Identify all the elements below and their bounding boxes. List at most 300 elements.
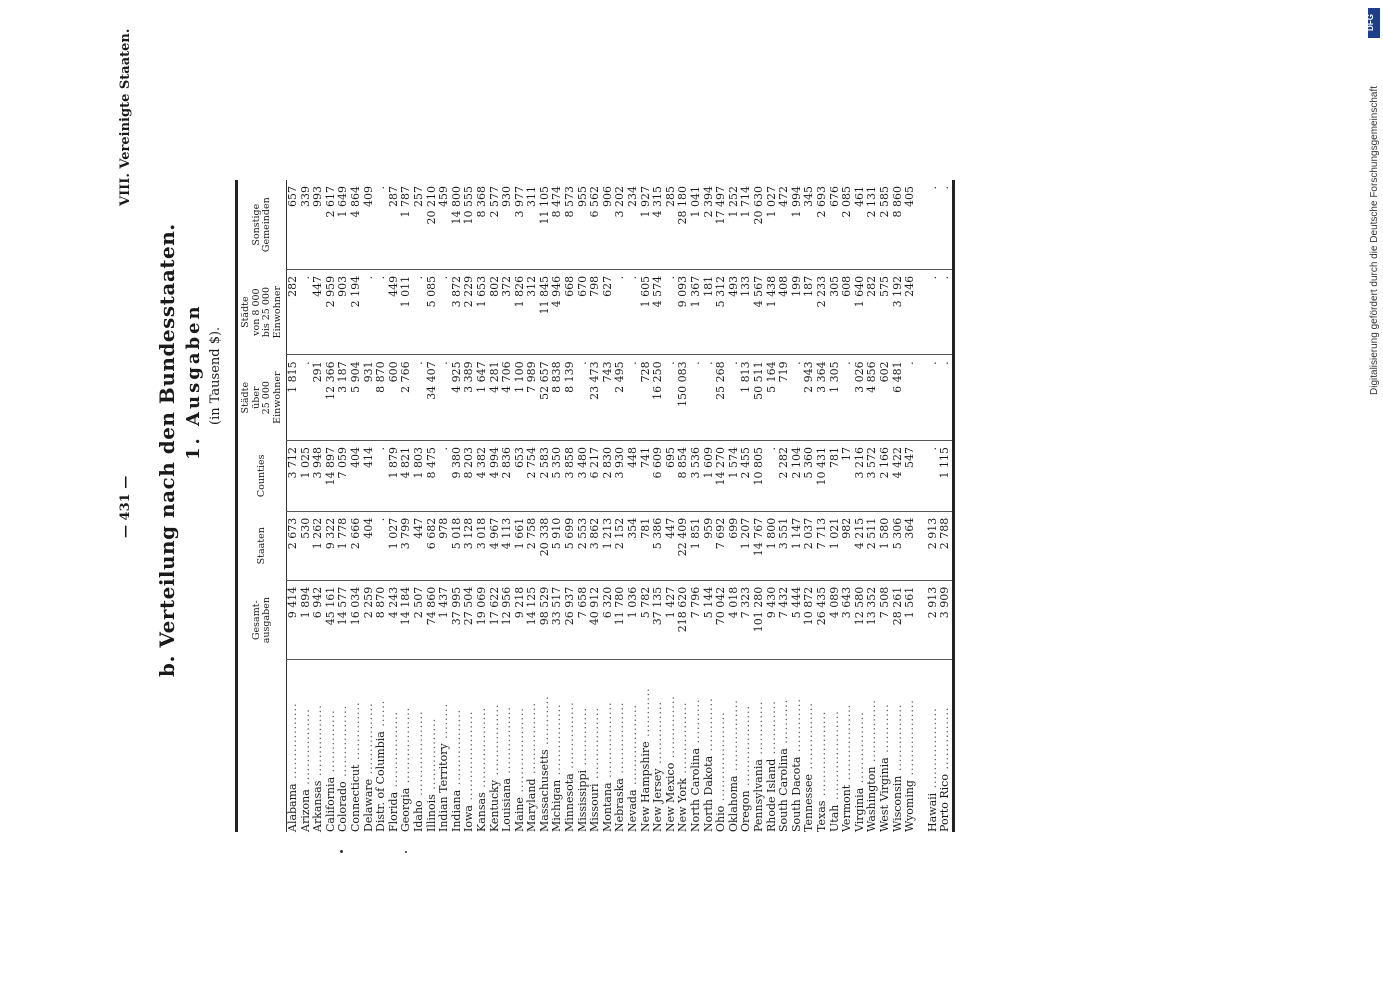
value-cell: 447 <box>312 269 325 355</box>
value-cell: 2 455 <box>740 440 753 511</box>
leader-dots: .............. <box>938 706 952 775</box>
value-cell: 291 <box>312 355 325 441</box>
value-cell: 547 <box>904 440 917 511</box>
value-cell: 6 609 <box>652 440 665 511</box>
value-cell: . <box>665 269 678 355</box>
leader-dots: ................... <box>814 710 828 801</box>
value-cell: . <box>627 269 640 355</box>
value-cell: 98 529 <box>539 580 552 660</box>
state-name: Distr. of Columbia ...... <box>374 699 388 832</box>
value-cell: 8 368 <box>476 180 489 269</box>
value-cell: 10 805 <box>753 440 766 511</box>
state-name: California .............. <box>323 709 337 832</box>
value-cell: 1 427 <box>665 580 678 660</box>
value-cell: 28 261 <box>892 580 905 660</box>
value-cell: 101 280 <box>753 580 766 660</box>
value-cell: 8 860 <box>892 180 905 269</box>
value-cell: 1 815 <box>287 355 300 441</box>
value-cell: . <box>614 269 627 355</box>
footer-text: Digitalisierung gefördert durch die Deutsche Forschungsgemeinschaft <box>1369 85 1380 395</box>
value-cell: 4 089 <box>829 580 842 660</box>
value-cell: 20 338 <box>539 511 552 580</box>
value-cell: 4 574 <box>652 269 665 355</box>
value-cell: 1 803 <box>413 440 426 511</box>
value-cell: 802 <box>489 269 502 355</box>
value-cell: 14 800 <box>451 180 464 269</box>
value-cell: 6 481 <box>892 355 905 441</box>
value-cell: 4 864 <box>350 180 363 269</box>
state-name: Texas ................... <box>814 710 828 832</box>
value-cell: 1 207 <box>740 511 753 580</box>
leader-dots: ................ <box>726 699 740 776</box>
scan-speck <box>340 850 343 853</box>
state-name: Louisiana ............... <box>500 706 514 832</box>
value-cell: 9 218 <box>514 580 527 660</box>
leader-dots: ................ <box>550 703 564 780</box>
value-cell: 627 <box>602 269 615 355</box>
value-cell: 26 435 <box>816 580 829 660</box>
value-cell: 181 <box>703 269 716 355</box>
value-cell: 676 <box>829 180 842 269</box>
state-name: Arizona ................. <box>298 708 312 832</box>
value-cell: 2 282 <box>778 440 791 511</box>
value-cell: 19 069 <box>476 580 489 660</box>
value-cell: 5 144 <box>703 580 716 660</box>
value-cell: 7 323 <box>740 580 753 660</box>
value-cell: 3 192 <box>892 269 905 355</box>
value-cell: 3 187 <box>337 355 350 441</box>
state-name: Pennsylvania ............ <box>751 700 765 832</box>
value-cell: 1 787 <box>400 180 413 269</box>
value-cell: 26 937 <box>564 580 577 660</box>
value-cell: 1 100 <box>514 355 527 441</box>
value-cell: 2 166 <box>879 440 892 511</box>
leader-dots: ............ <box>764 700 778 759</box>
value-cell: 2 229 <box>463 269 476 355</box>
value-cell: 345 <box>803 180 816 269</box>
value-cell: 33 517 <box>551 580 564 660</box>
value-cell: 7 692 <box>715 511 728 580</box>
value-cell: . <box>690 355 703 441</box>
value-cell: 3 572 <box>866 440 879 511</box>
state-name: New Mexico .............. <box>663 695 677 832</box>
state-name: South Carolina .......... <box>777 698 791 832</box>
leader-dots: ............... <box>500 706 514 779</box>
value-cell: 4 315 <box>652 180 665 269</box>
table-row <box>904 180 917 832</box>
value-cell: 5 386 <box>652 511 665 580</box>
scan-speck <box>405 851 407 853</box>
state-name: Connecticut ............. <box>348 701 362 832</box>
value-cell: . <box>300 269 313 355</box>
state-name: Nevada .................. <box>626 704 640 832</box>
state-name: New York ................ <box>676 701 690 832</box>
state-name: South Dacota ............ <box>789 698 803 832</box>
state-name: Wyoming ................. <box>903 699 917 832</box>
state-name: Indiana ................. <box>449 708 463 832</box>
value-cell: 27 504 <box>463 580 476 660</box>
value-cell: 8 203 <box>463 440 476 511</box>
value-cell: 10 872 <box>803 580 816 660</box>
value-cell: 741 <box>640 440 653 511</box>
value-cell: 14 897 <box>325 440 338 511</box>
chapter-label: VIII. Vereinigte Staaten. <box>118 28 133 206</box>
value-cell: 2 507 <box>413 580 426 660</box>
value-cell: 4 567 <box>753 269 766 355</box>
value-cell: 11 845 <box>539 269 552 355</box>
value-cell: 8 573 <box>564 180 577 269</box>
value-cell: 4 382 <box>476 440 489 511</box>
value-cell: 1 011 <box>400 269 413 355</box>
value-cell: . <box>438 269 451 355</box>
value-cell: 7 989 <box>526 355 539 441</box>
value-cell: 982 <box>841 511 854 580</box>
value-cell: 74 860 <box>426 580 439 660</box>
value-cell: . <box>413 355 426 441</box>
leader-dots: ................... <box>411 710 425 801</box>
value-cell: 6 682 <box>426 511 439 580</box>
value-cell: . <box>939 180 953 269</box>
leader-dots: .......... <box>689 698 702 748</box>
spacer-cell <box>917 269 927 355</box>
value-cell: 1 649 <box>337 180 350 269</box>
value-cell: 2 836 <box>501 440 514 511</box>
leader-dots: ........ <box>437 702 451 744</box>
value-cell: 5 085 <box>426 269 439 355</box>
value-cell: 2 577 <box>489 180 502 269</box>
value-cell: 449 <box>388 269 401 355</box>
value-cell: 14 125 <box>526 580 539 660</box>
value-cell: . <box>577 355 590 441</box>
value-cell: 414 <box>363 440 376 511</box>
value-cell: . <box>927 269 940 355</box>
value-cell: 2 259 <box>363 580 376 660</box>
value-cell: 409 <box>363 180 376 269</box>
state-name: Nebraska ................ <box>613 701 627 832</box>
value-cell: 1 851 <box>690 511 703 580</box>
state-name: Colorado ................ <box>336 704 350 832</box>
value-cell: 2 943 <box>803 355 816 441</box>
leader-dots: ............... <box>890 703 904 776</box>
leader-dots: ................ <box>336 704 350 782</box>
value-cell: 1 213 <box>602 511 615 580</box>
value-cell: 1 262 <box>312 511 325 580</box>
value-cell: 17 622 <box>489 580 502 660</box>
value-cell: 2 152 <box>614 511 627 580</box>
value-cell: 4 422 <box>892 440 905 511</box>
value-cell: 930 <box>501 180 514 269</box>
value-cell: 2 585 <box>879 180 892 269</box>
state-name: Florida ................. <box>386 710 400 832</box>
leader-dots: ................ <box>487 703 501 780</box>
value-cell: 246 <box>904 269 917 355</box>
value-cell: 3 536 <box>690 440 703 511</box>
expenditure-table <box>235 180 955 832</box>
value-cell: 1 580 <box>879 511 892 580</box>
value-cell: 9 430 <box>766 580 779 660</box>
value-cell: 282 <box>287 269 300 355</box>
value-cell: 1 894 <box>300 580 313 660</box>
leader-dots: ................. <box>840 703 854 785</box>
value-cell: 1 438 <box>766 269 779 355</box>
state-name: New Jersey .............. <box>651 700 665 832</box>
section-title: b. Verteilung nach den Bundesstaaten. <box>155 223 179 677</box>
leader-dots: .................. <box>626 704 640 790</box>
value-cell: 2 693 <box>816 180 829 269</box>
state-name: Idaho ................... <box>411 710 425 832</box>
state-name: Mississippi ............. <box>575 707 589 832</box>
leader-dots: .................... <box>714 711 728 806</box>
value-cell: 12 366 <box>325 355 338 441</box>
value-cell: 1 813 <box>740 355 753 441</box>
value-cell: 2 394 <box>703 180 716 269</box>
value-cell: 282 <box>866 269 879 355</box>
value-cell: 3 948 <box>312 440 325 511</box>
leader-dots: .............. <box>865 699 879 767</box>
value-cell: 1 252 <box>728 180 741 269</box>
leader-dots: ...... <box>374 699 388 732</box>
value-cell: 1 021 <box>829 511 842 580</box>
state-name: Massachusetts ........... <box>537 695 551 832</box>
value-cell: 3 872 <box>451 269 464 355</box>
value-cell: 5 699 <box>564 511 577 580</box>
value-cell: 1 714 <box>740 180 753 269</box>
value-cell: 150 083 <box>677 355 690 441</box>
value-cell: 653 <box>514 440 527 511</box>
header-total: Gesamt- ausgaben <box>250 597 272 644</box>
value-cell: 1 027 <box>388 511 401 580</box>
table-body <box>287 180 917 832</box>
value-cell: 311 <box>526 180 539 269</box>
value-cell: 4 994 <box>489 440 502 511</box>
value-cell: . <box>927 440 940 511</box>
value-cell: 6 217 <box>589 440 602 511</box>
value-cell: 5 910 <box>551 511 564 580</box>
value-cell: 1 027 <box>766 180 779 269</box>
value-cell: 1 661 <box>514 511 527 580</box>
value-cell: 3 128 <box>463 511 476 580</box>
value-cell: 8 474 <box>551 180 564 269</box>
value-cell: 339 <box>300 180 313 269</box>
state-name: Oklahoma ................ <box>726 699 740 832</box>
leader-dots: ................ <box>676 701 690 779</box>
value-cell: . <box>904 355 917 441</box>
value-cell: 1 041 <box>690 180 703 269</box>
value-cell: . <box>375 511 388 580</box>
leader-dots: .............. <box>323 709 337 777</box>
leader-dots: ................. <box>600 701 614 783</box>
leader-dots: .............. <box>651 700 665 769</box>
value-cell: 7 658 <box>577 580 590 660</box>
value-cell: 3 389 <box>463 355 476 441</box>
value-cell: 2 511 <box>866 511 879 580</box>
table-subtitle: 1. Ausgaben <box>183 303 204 460</box>
state-name: Washington .............. <box>865 699 879 832</box>
value-cell: 1 437 <box>438 580 451 660</box>
header-counties: Counties <box>255 454 267 498</box>
value-cell: 8 870 <box>375 355 388 441</box>
value-cell: 12 580 <box>854 580 867 660</box>
value-cell: 199 <box>791 269 804 355</box>
spacer-cell <box>917 355 927 441</box>
value-cell: 5 306 <box>892 511 905 580</box>
value-cell: 1 994 <box>791 180 804 269</box>
value-cell: . <box>703 355 716 441</box>
state-name: Delaware ................ <box>361 702 375 832</box>
value-cell: 6 320 <box>602 580 615 660</box>
value-cell: 2 830 <box>602 440 615 511</box>
value-cell: 699 <box>728 511 741 580</box>
value-cell: 37 135 <box>652 580 665 660</box>
value-cell: 7 432 <box>778 580 791 660</box>
value-cell: 657 <box>287 180 300 269</box>
leader-dots: ................ <box>852 711 866 788</box>
state-name: Indian Territory ........ <box>437 702 451 832</box>
value-cell: 404 <box>363 511 376 580</box>
value-cell: 1 147 <box>791 511 804 580</box>
state-name: Alabama ................. <box>286 702 299 832</box>
value-cell: 7 508 <box>879 580 892 660</box>
state-name: Virginia ................ <box>852 711 866 832</box>
value-cell: 1 609 <box>703 440 716 511</box>
value-cell: 14 767 <box>753 511 766 580</box>
leader-dots: ................. <box>903 699 917 781</box>
value-cell: 4 821 <box>400 440 413 511</box>
value-cell: 1 778 <box>337 511 350 580</box>
value-cell: 10 555 <box>463 180 476 269</box>
value-cell: 34 407 <box>426 355 439 441</box>
value-cell: 670 <box>577 269 590 355</box>
value-cell: 10 431 <box>816 440 829 511</box>
value-cell: 218 620 <box>677 580 690 660</box>
value-cell: 2 673 <box>287 511 300 580</box>
leader-dots: .............. <box>663 695 677 763</box>
value-cell: 4 706 <box>501 355 514 441</box>
value-cell: 1 800 <box>766 511 779 580</box>
value-cell: 668 <box>564 269 577 355</box>
value-cell: 1 605 <box>640 269 653 355</box>
value-cell: 14 270 <box>715 440 728 511</box>
value-cell: 3 202 <box>614 180 627 269</box>
leader-dots: ............... <box>563 701 577 774</box>
leader-dots: ................. <box>399 706 413 788</box>
value-cell: 695 <box>665 440 678 511</box>
table-row <box>939 180 953 832</box>
state-name: Kansas .................. <box>474 706 488 832</box>
value-cell: 4 946 <box>551 269 564 355</box>
value-cell: 9 322 <box>325 511 338 580</box>
header-state <box>237 660 287 832</box>
value-cell: 2 085 <box>841 180 854 269</box>
leader-dots: ................ <box>525 702 539 779</box>
value-cell: 20 210 <box>426 180 439 269</box>
value-cell: . <box>438 355 451 441</box>
value-cell: 12 956 <box>501 580 514 660</box>
value-cell: 472 <box>778 180 791 269</box>
value-cell: 2 666 <box>350 511 363 580</box>
value-cell: 719 <box>778 355 791 441</box>
value-cell: 3 909 <box>939 580 953 660</box>
value-cell: 133 <box>740 269 753 355</box>
leader-dots: ........... <box>537 695 551 750</box>
value-cell: 285 <box>665 180 678 269</box>
value-cell: 3 862 <box>589 511 602 580</box>
value-cell: 1 653 <box>476 269 489 355</box>
value-cell: 1 036 <box>627 580 640 660</box>
value-cell: 1 879 <box>388 440 401 511</box>
value-cell: 9 093 <box>677 269 690 355</box>
state-name: West Virginia ........... <box>877 703 891 832</box>
value-cell: 4 967 <box>489 511 502 580</box>
value-cell: 8 139 <box>564 355 577 441</box>
value-cell: 312 <box>526 269 539 355</box>
state-name: Michigan ................ <box>550 703 564 832</box>
value-cell: . <box>375 269 388 355</box>
value-cell: 2 104 <box>791 440 804 511</box>
value-cell: 448 <box>627 440 640 511</box>
value-cell: . <box>841 355 854 441</box>
value-cell: . <box>791 355 804 441</box>
value-cell: 404 <box>350 440 363 511</box>
leader-dots: .................. <box>474 706 488 793</box>
header-cities-medium: Städte von 8 000 bis 25 000 Einwohner <box>240 285 283 339</box>
value-cell: . <box>665 355 678 441</box>
leader-dots: .......... <box>777 698 791 749</box>
leader-dots: ................... <box>512 707 526 798</box>
value-cell: 364 <box>904 511 917 580</box>
state-name: Arkansas ................ <box>311 704 325 832</box>
value-cell: 2 617 <box>325 180 338 269</box>
state-name: Porto Rico .............. <box>939 660 953 832</box>
state-name: North Carolina .......... <box>689 698 702 832</box>
value-cell: 903 <box>337 269 350 355</box>
value-cell: 2 553 <box>577 511 590 580</box>
value-cell: 5 164 <box>766 355 779 441</box>
value-cell: 5 444 <box>791 580 804 660</box>
value-cell: 575 <box>879 269 892 355</box>
value-cell: 447 <box>665 511 678 580</box>
state-name: Hawaii .................. <box>925 707 939 832</box>
value-cell: . <box>627 355 640 441</box>
value-cell: 11 105 <box>539 180 552 269</box>
unit-note: (in Tausend $). <box>208 326 223 425</box>
value-cell: 3 018 <box>476 511 489 580</box>
value-cell: 7 059 <box>337 440 350 511</box>
value-cell: 23 473 <box>589 355 602 441</box>
value-cell: 2 754 <box>526 440 539 511</box>
value-cell: . <box>413 269 426 355</box>
value-cell: 8 854 <box>677 440 690 511</box>
value-cell: 1 826 <box>514 269 527 355</box>
value-cell: 4 018 <box>728 580 741 660</box>
header-other: Sonstige Gemeinden <box>250 197 272 253</box>
value-cell: 600 <box>388 355 401 441</box>
value-cell: . <box>927 355 940 441</box>
leader-dots: ........... <box>877 703 891 758</box>
header-states: Staaten <box>255 527 267 565</box>
leader-dots: ................ <box>311 704 325 781</box>
page-number: — 431 — <box>118 475 133 538</box>
leader-dots: .................. <box>739 705 753 791</box>
value-cell: . <box>939 355 953 441</box>
value-cell: 461 <box>854 180 867 269</box>
state-name: Oregon .................. <box>739 705 753 832</box>
spacer-cell <box>917 180 927 269</box>
value-cell: 2 788 <box>939 511 953 580</box>
value-cell: 2 131 <box>866 180 879 269</box>
value-cell: 40 912 <box>589 580 602 660</box>
leader-dots: ................. <box>286 702 299 784</box>
